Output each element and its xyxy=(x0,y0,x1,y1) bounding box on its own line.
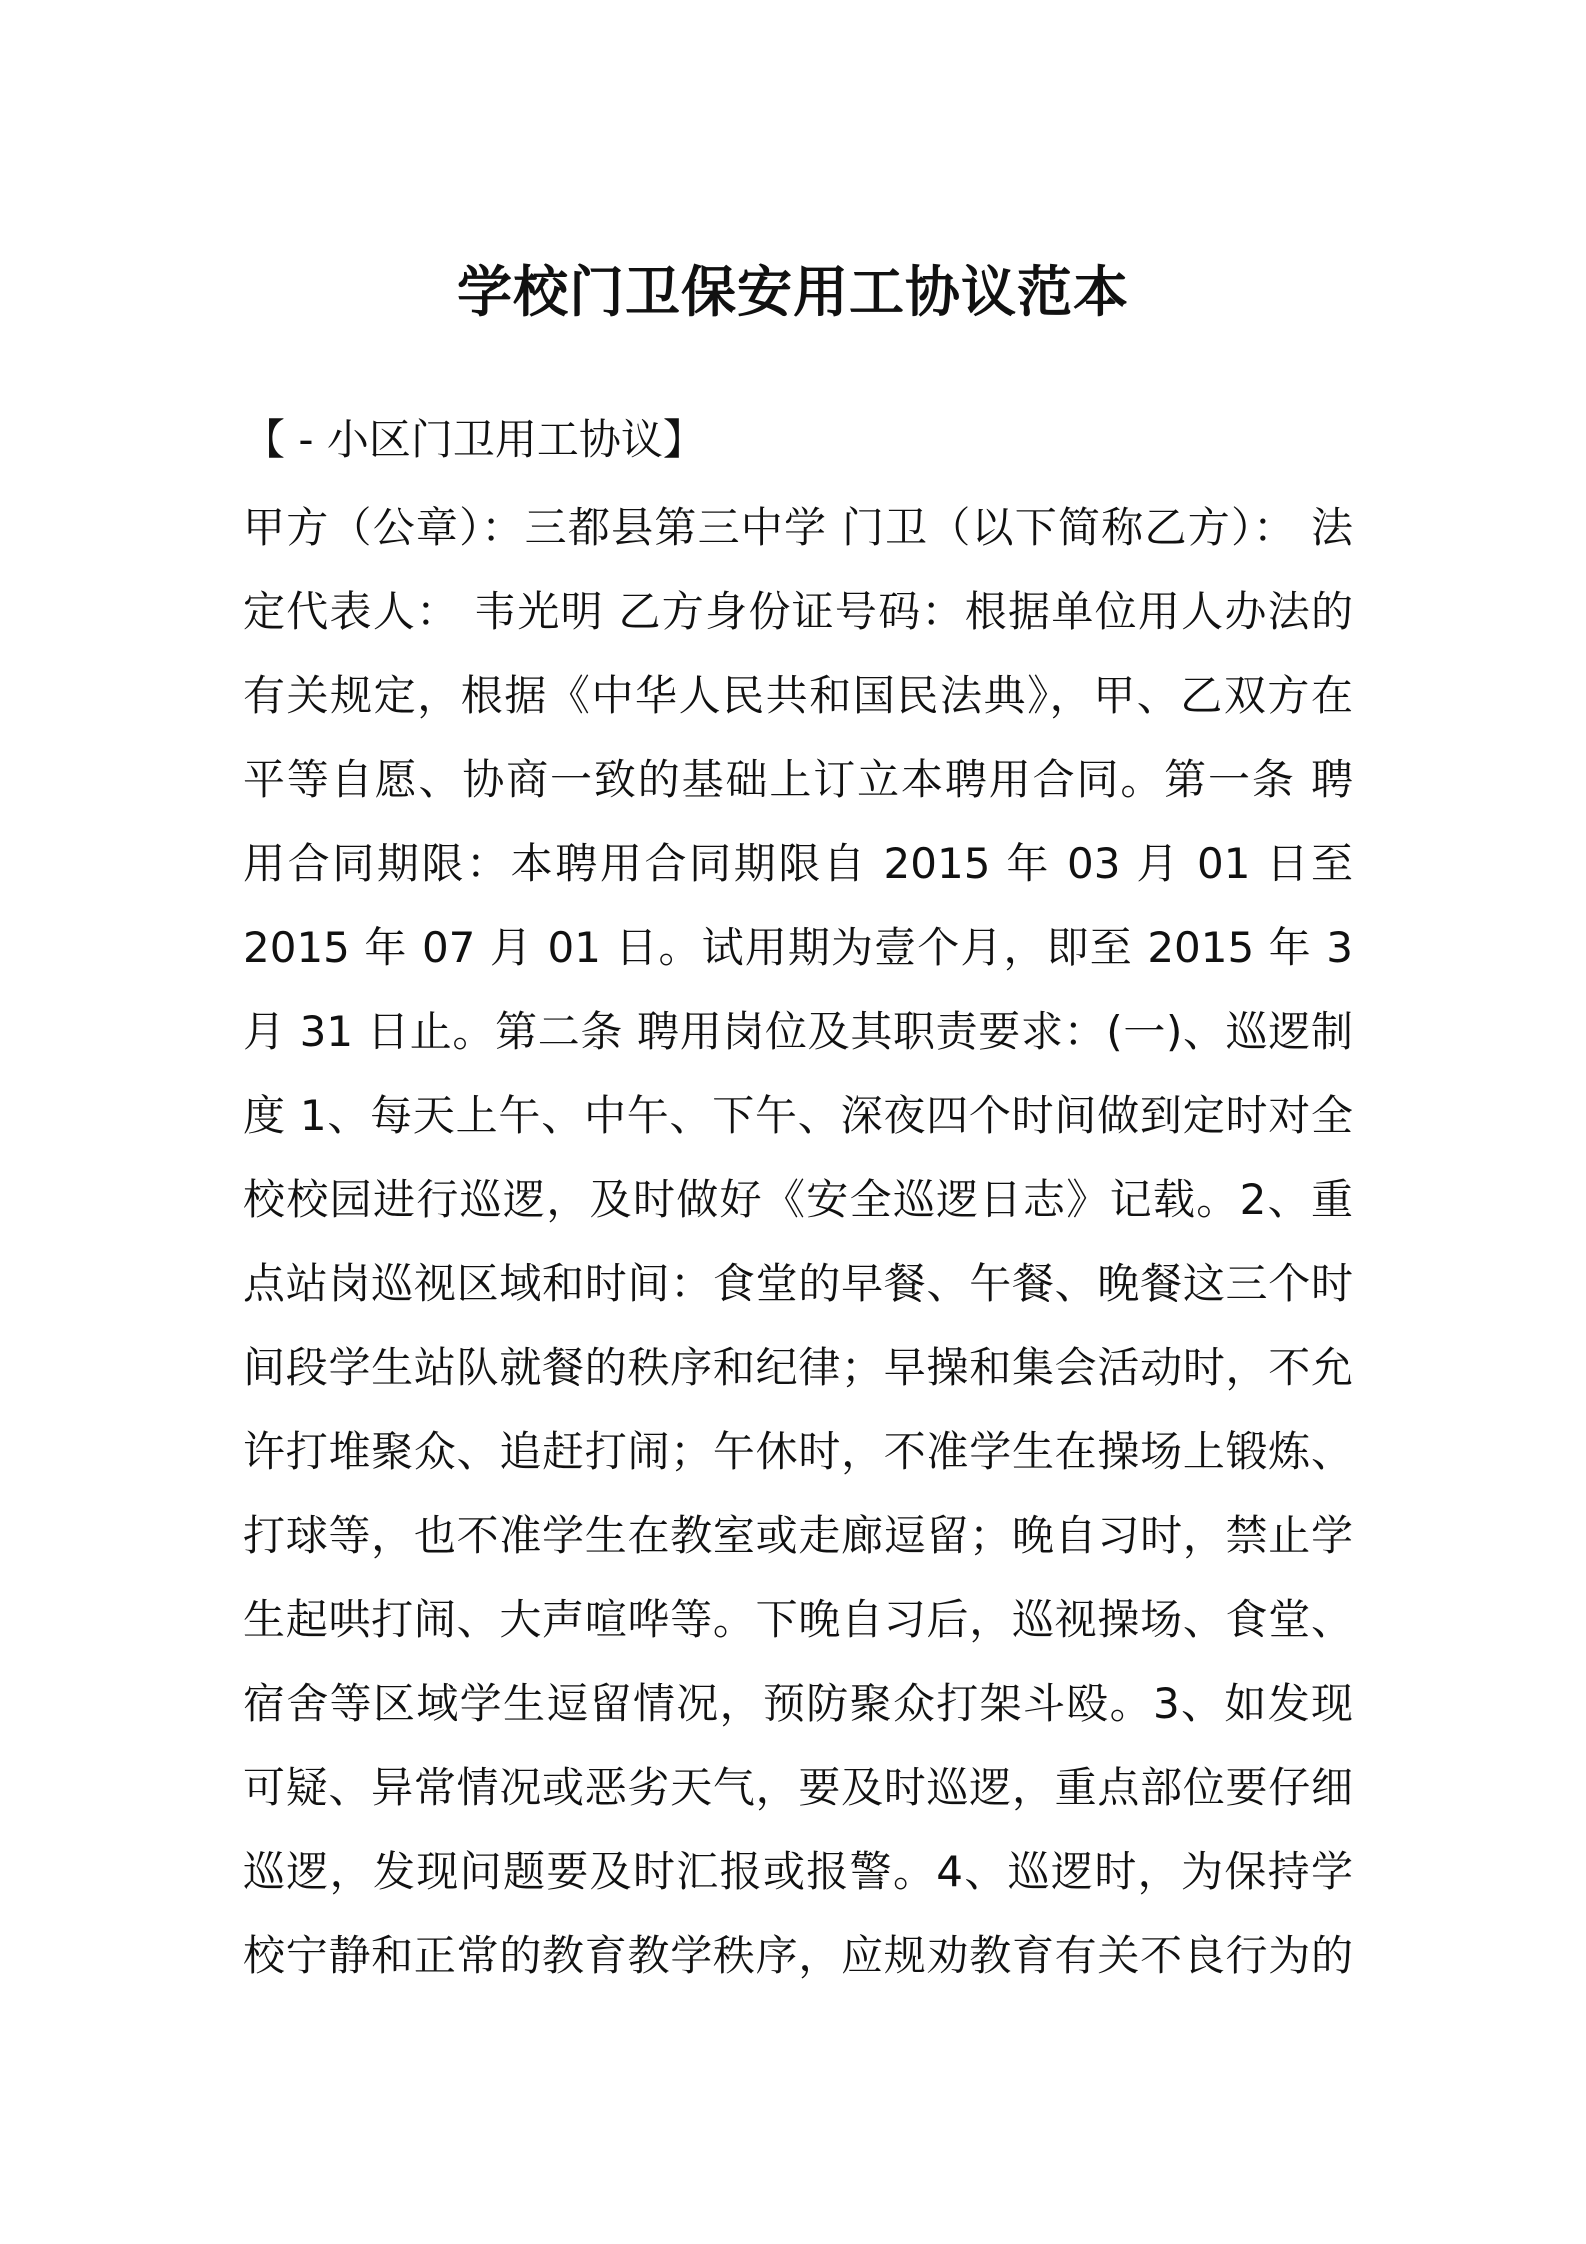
body-line: 打球等，也不准学生在教室或走廊逗留；晚自习时，禁止学 xyxy=(243,1511,1353,1560)
body-line: 许打堆聚众、追赶打闹；午休时，不准学生在操场上锻炼、 xyxy=(243,1427,1353,1476)
document-body xyxy=(243,498,1353,2010)
body-line: 点站岗巡视区域和时间：食堂的早餐、午餐、晚餐这三个时 xyxy=(243,1259,1353,1308)
body-line: 用合同期限：本聘用合同期限自 2015 年 03 月 01 日至 xyxy=(243,839,1353,888)
body-line: 平等自愿、协商一致的基础上订立本聘用合同。第一条 聘 xyxy=(243,755,1353,804)
body-line: 度 1、每天上午、中午、下午、深夜四个时间做到定时对全 xyxy=(243,1091,1353,1140)
body-line: 巡逻，发现问题要及时汇报或报警。4、巡逻时，为保持学 xyxy=(243,1847,1353,1896)
body-line: 2015 年 07 月 01 日。试用期为壹个月，即至 2015 年 3 xyxy=(243,923,1353,972)
body-line: 月 31 日止。第二条 聘用岗位及其职责要求：(一)、巡逻制 xyxy=(243,1007,1353,1056)
body-line: 甲方（公章）：三都县第三中学 门卫（以下简称乙方）： 法 xyxy=(243,503,1353,552)
body-line: 有关规定，根据《中华人民共和国民法典》，甲、乙双方在 xyxy=(243,671,1353,720)
body-line: 宿舍等区域学生逗留情况，预防聚众打架斗殴。3、如发现 xyxy=(243,1679,1353,1728)
body-line: 可疑、异常情况或恶劣天气，要及时巡逻，重点部位要仔细 xyxy=(243,1763,1353,1812)
body-line: 定代表人： 韦光明 乙方身份证号码：根据单位用人办法的 xyxy=(243,587,1353,636)
body-line: 间段学生站队就餐的秩序和纪律；早操和集会活动时，不允 xyxy=(243,1343,1353,1392)
body-line: 校宁静和正常的教育教学秩序，应规劝教育有关不良行为的 xyxy=(243,1931,1353,1980)
document-title: 学校门卫保安用工协议范本 xyxy=(456,260,1129,324)
body-line: 生起哄打闹、大声喧哗等。下晚自习后，巡视操场、食堂、 xyxy=(243,1595,1353,1644)
body-line: 校校园进行巡逻，及时做好《安全巡逻日志》记载。2、重 xyxy=(243,1175,1353,1224)
document-subtitle: 【 - 小区门卫用工协议】 xyxy=(243,415,705,464)
